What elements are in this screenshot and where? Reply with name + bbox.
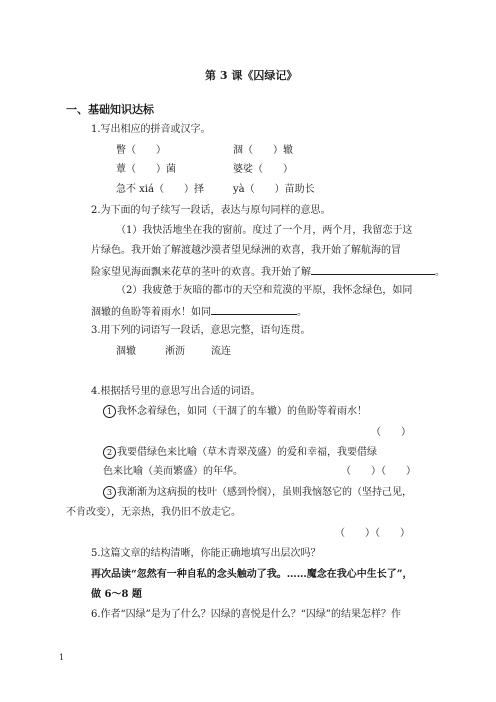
q1-item: 蕈（ ）菌: [116, 164, 176, 175]
q2-passage-end: 。: [435, 267, 445, 278]
q1-item: 急不 xiá（ ）择: [116, 184, 204, 195]
page-title: 第 3 课《囚绿记》: [205, 69, 298, 82]
q1-item: 涸（ ）辙: [233, 145, 293, 156]
answer-brackets[interactable]: （ ）（ ）: [335, 528, 410, 539]
q4-item-text: 我渐渐为这病损的枝叶（感到怜悯），虽则我恼怒它的（坚持己见，: [117, 487, 412, 498]
q2-passage-line: [91, 304, 307, 320]
q4-item: [103, 446, 377, 460]
q3-word: 涸辙: [116, 346, 136, 357]
q1-item: 婆娑（ ）: [233, 164, 293, 175]
q4-item-text: 不肯改变），无亲热，我仍旧不放走它。: [66, 507, 241, 518]
q2-passage-line: [91, 264, 445, 280]
reading-instruction: 做 6～8 题: [91, 589, 142, 600]
q3-stem: 3.用下列的词语写一段话，意思完整，语句连贯。: [91, 325, 311, 336]
q2-passage-line: 片绿色。我开始了解渡越沙漠者望见绿洲的欢喜，我开始了解航海的冒: [91, 245, 401, 256]
q6-stem: 6.作者“囚绿”是为了什么？囚绿的喜悦是什么？“囚绿”的结果怎样？作: [91, 609, 401, 620]
q2-stem: 2.为下面的句子续写一段话，表达与原句同样的意思。: [91, 205, 331, 216]
q4-item-text: 我怀念着绿色，如同（干涸了的车辙）的鱼盼等着雨水！: [117, 406, 367, 417]
circled-number: 1: [103, 405, 116, 418]
answer-brackets[interactable]: （ ）（ ）: [341, 466, 416, 477]
answer-blank[interactable]: [211, 304, 297, 315]
q1-item: 瞥（ ）: [116, 145, 166, 156]
reading-instruction: 再次品读“忽然有一种自私的念头触动了我。……魔念在我心中生长了”，: [91, 569, 413, 580]
q4-item: [103, 405, 367, 419]
q1-stem: 1.写出相应的拼音或汉字。: [91, 124, 211, 135]
q3-word: 流连: [211, 346, 231, 357]
q2-passage-text: 涸辙的鱼盼等着雨水！如同: [91, 307, 211, 318]
q3-word: 淅沥: [165, 346, 185, 357]
answer-brackets[interactable]: （ ）: [371, 427, 411, 438]
page-number: 1: [59, 653, 65, 662]
section-heading: 一、基础知识达标: [66, 103, 154, 116]
q2-passage-end: 。: [297, 307, 307, 318]
q1-item: yà（ ）苗助长: [233, 184, 315, 195]
circled-number: 2: [103, 446, 116, 459]
circled-number: 3: [103, 486, 116, 499]
q2-passage-line: （2）我疲惫于灰暗的都市的天空和荒漠的平原，我怀念绿色，如同: [116, 285, 413, 296]
q2-passage-line: （1）我快活地坐在我的窗前。度过了一个月，两个月，我留恋于这: [116, 225, 413, 236]
q4-item-text: 我要借绿色来比喻（草木青翠茂盛）的爱和幸福，我要借绿: [117, 447, 377, 458]
q4-stem: 4.根据括号里的意思写出合适的词语。: [91, 386, 261, 397]
q4-item-text: 色来比喻（美而繁盛）的年华。: [103, 466, 243, 477]
answer-blank[interactable]: [311, 264, 435, 275]
q2-passage-text: 险家望见海面飘来花草的茎叶的欢喜。我开始了解: [91, 267, 311, 278]
q5-stem: 5.这篇文章的结构清晰，你能正确地填写出层次吗？: [91, 548, 321, 559]
q4-item: [103, 486, 412, 500]
